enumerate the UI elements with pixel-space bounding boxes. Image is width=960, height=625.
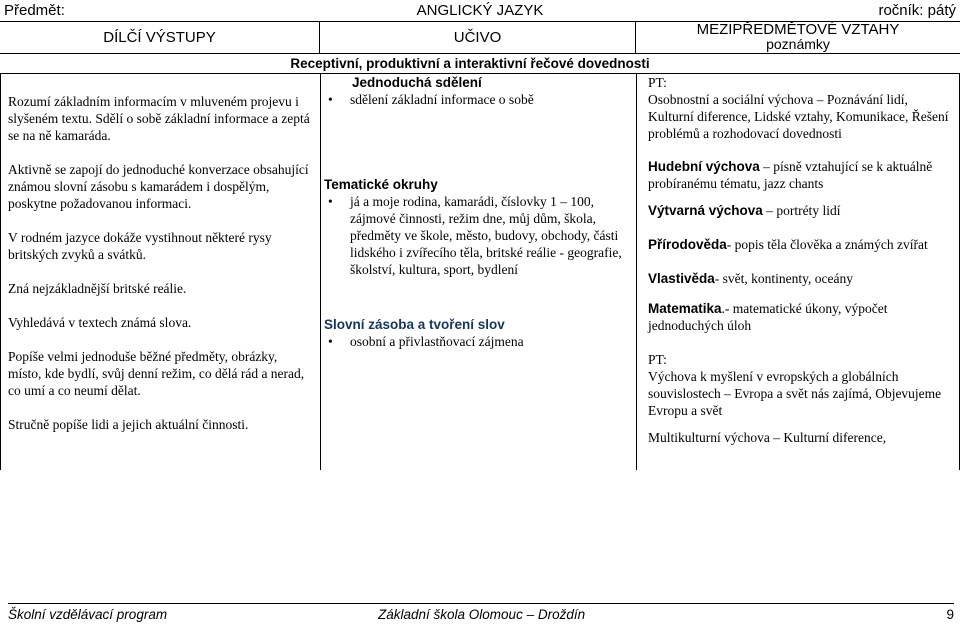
relation-entry: Hudební výchova – písně vztahující se k aktuálně probíranému tématu, jazz chants (648, 159, 933, 191)
column-header-outcomes: DÍLČÍ VÝSTUPY (0, 22, 320, 54)
curriculum-bullet: • sdělení základní informace o sobě (324, 91, 630, 108)
document-header (0, 0, 960, 22)
subject-title: ANGLICKÝ JAZYK (416, 2, 544, 19)
subject-name: Vlastivěda (648, 271, 715, 286)
outcome-item: Vyhledává v textech známá slova. (8, 315, 192, 330)
curriculum-section-title: Jednoduchá sdělení (352, 75, 482, 90)
subject-name: Matematika (648, 301, 722, 316)
relation-entry: Vlastivěda- svět, kontinenty, oceány (648, 271, 854, 286)
relations-column (648, 74, 954, 446)
relations-subtitle: poznámky (766, 36, 830, 52)
relation-text: Osobnostní a sociální výchova – Poznávání lidí, Kulturní diference, Lidské vztahy, Komunikace, Řešení problémů a rozhodovací dovednosti (648, 92, 949, 141)
curriculum-column (324, 74, 630, 350)
subject-name: Přírodověda (648, 237, 727, 252)
relation-entry: Výtvarná výchova – portréty lidí (648, 203, 841, 218)
outcome-item: Aktivně se zapojí do jednoduché konverzace obsahující známou slovní zásobu s kamarádem i dospělým, poskytne požadovanou informaci. (8, 162, 309, 211)
section-title-row (0, 54, 960, 74)
page-number: 9 (946, 607, 954, 622)
subject-name: Výtvarná výchova (648, 203, 763, 218)
relation-text: Multikulturní výchova – Kulturní diference, (648, 430, 887, 445)
outcome-item: Rozumí základním informacím v mluveném projevu i slyšeném textu. Sdělí o sobě základní informace a zeptá se na ně kamaráda. (8, 94, 310, 143)
section-title: Receptivní, produktivní a interaktivní řečové dovednosti (290, 56, 650, 71)
table-header-row (0, 22, 960, 54)
grade-label: ročník: pátý (878, 2, 956, 19)
outcome-item: Zná nejzákladnější britské reálie. (8, 281, 187, 296)
document-footer (8, 603, 954, 623)
relation-text: Výchova k myšlení v evropských a globálních souvislostech – Evropa a svět nás zajímá, Objevujeme Evropu a svět (648, 369, 942, 418)
subject-label: Předmět: (4, 2, 65, 19)
outcome-item: Stručně popíše lidi a jejich aktuální činnosti. (8, 417, 249, 432)
pt-label: PT: (648, 352, 667, 367)
curriculum-bullet: • já a moje rodina, kamarádi, číslovky 1 – 100, zájmové činnosti, režim dne, můj dům, škola, předměty ve škole, město, budovy, obchody, části lidského i zvířecího těla, britské reálie - geografie, školství, kultura, sport, bydlení (324, 193, 630, 278)
column-header-relations (636, 22, 960, 54)
column-header-curriculum: UČIVO (320, 22, 636, 54)
relations-title: MEZIPŘEDMĚTOVÉ VZTAHY (696, 21, 900, 38)
table-divider-2 (636, 74, 637, 470)
table-border-left (0, 74, 1, 470)
curriculum-bullet: • osobní a přivlastňovací zájmena (324, 333, 630, 350)
pt-label: PT: (648, 75, 667, 90)
outcomes-column (8, 93, 314, 450)
outcome-item: Popíše velmi jednoduše běžné předměty, obrázky, místo, kde bydlí, svůj denní režim, co dělá rád a nerad, co umí a co neumí dělat. (8, 349, 305, 398)
curriculum-section-title: Slovní zásoba a tvoření slov (324, 317, 505, 332)
curriculum-section-title: Tematické okruhy (324, 177, 438, 192)
footer-school: Základní škola Olomouc – Droždín (378, 607, 586, 622)
subject-name: Hudební výchova (648, 159, 760, 174)
table-divider-1 (320, 74, 321, 470)
relation-entry: Matematika.- matematické úkony, výpočet jednoduchých úloh (648, 301, 888, 333)
outcome-item: V rodném jazyce dokáže vystihnout některé rysy britských zvyků a svátků. (8, 230, 272, 262)
footer-program: Školní vzdělávací program (8, 607, 168, 622)
relation-entry: Přírodověda- popis těla člověka a známých zvířat (648, 237, 928, 252)
